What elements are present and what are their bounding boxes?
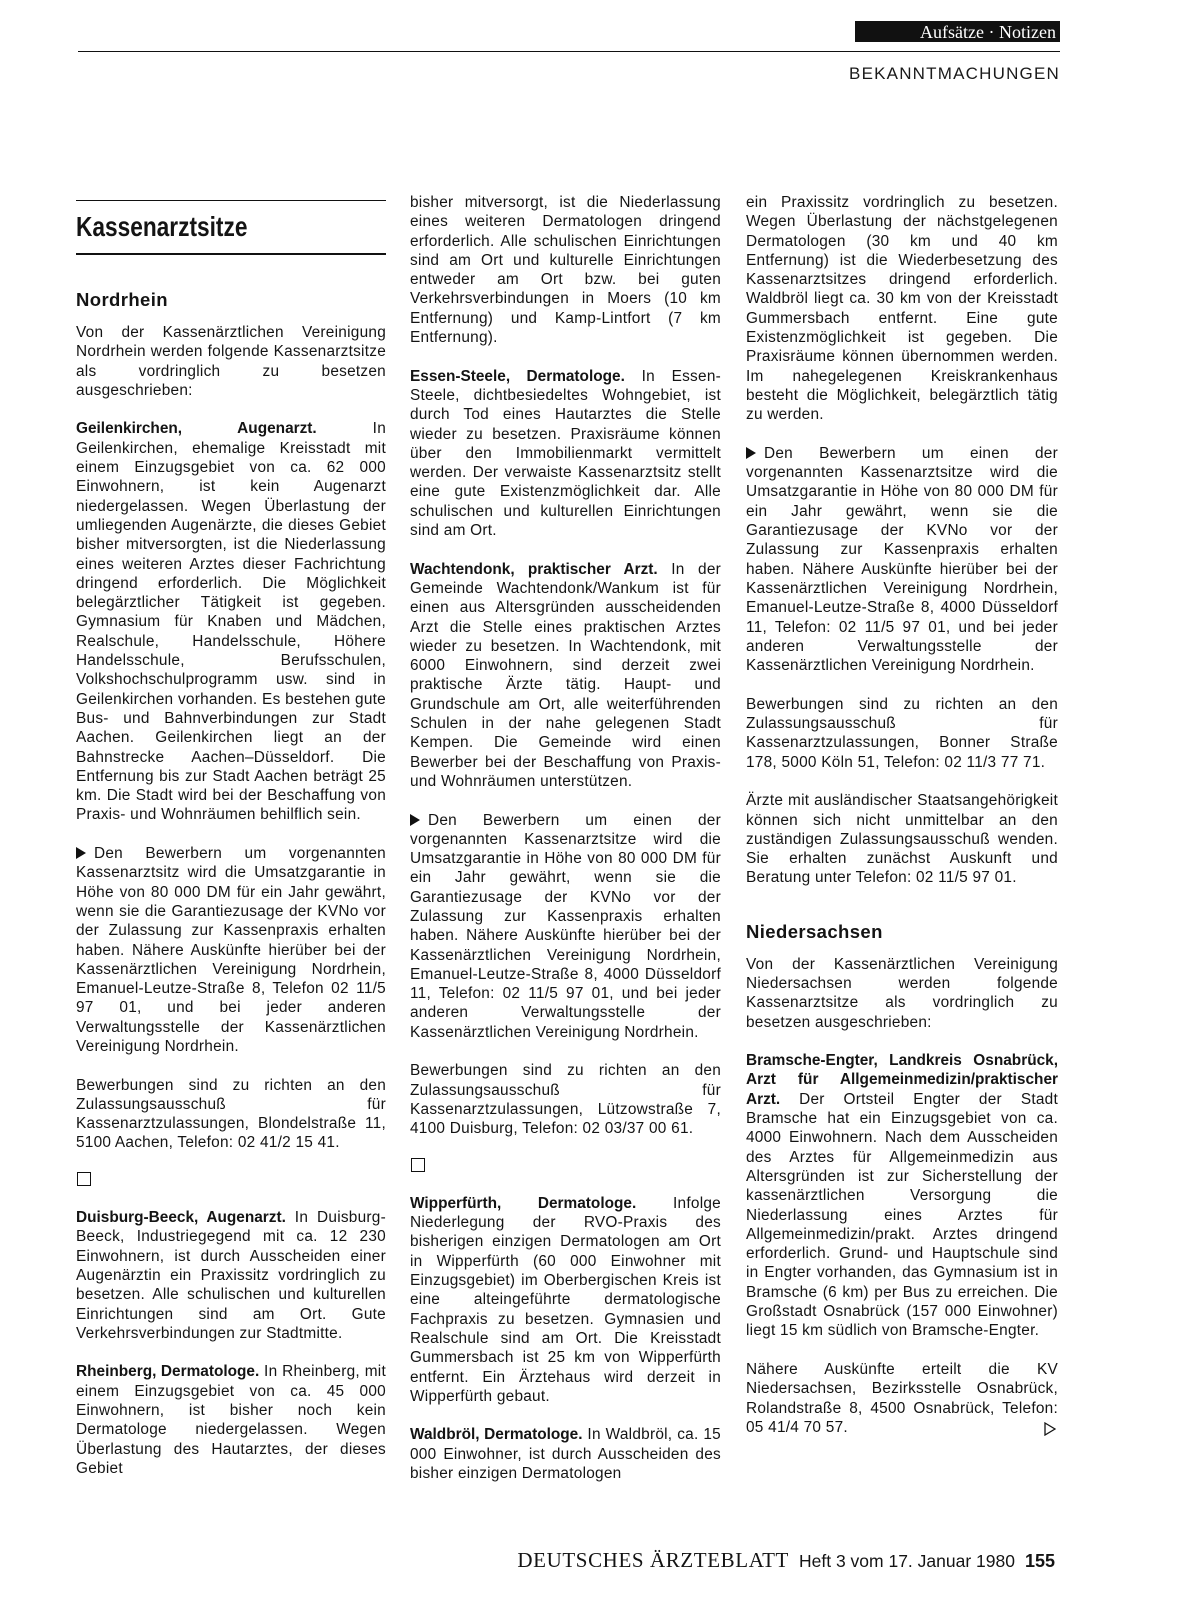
listing-lead: Bramsche-Engter, Landkreis Osnabrück, Arzt für Allgemeinmedizin/praktischer Arzt.	[746, 1052, 1058, 1108]
region-heading-nordrhein: Nordrhein	[76, 289, 168, 310]
guarantee-paragraph	[746, 444, 1058, 676]
title-rule-top	[76, 200, 386, 201]
article-title: Kassenarztsitze	[76, 211, 248, 242]
region-heading-niedersachsen: Niedersachsen	[746, 920, 883, 942]
paragraph-text: Den Bewerbern um einen der vorgenannten Kassenarztsitze wird die Umsatzgarantie in Höhe von 80 000 DM für ein Jahr gewährt, wenn sie die Garantiezusage der KVNo vor der Zulassung zur Kassenpraxis erhalten haben. Nähere Auskünfte hierüber bei der Kassenärztlichen Vereinigung Nordrhein, Emanuel-Leutze-Straße 8, 4000 Düsseldorf 11, Telefon: 02 11/5 97 01, und bei jeder anderen Verwaltungsstelle der Kassenärztlichen Vereinigung Nordrhein.	[746, 444, 1058, 675]
listing-lead: Wachtendonk, praktischer Arzt.	[410, 560, 658, 578]
listing-paragraph	[76, 1208, 386, 1343]
listing-lead: Geilenkirchen, Augenarzt.	[76, 420, 317, 438]
paragraph-text: In Essen-Steele, dichtbesiedeltes Wohngebiet, ist durch Tod eines Hautarztes die Stelle wieder zu besetzen. Praxisräume können über den Immobilienmarkt vermittelt werden. Der verwaiste Kassenarztsitz stellt eine gute Existenzmöglichkeit dar. Alle schulischen und kulturellen Einrichtungen sind am Ort.	[410, 367, 722, 540]
continued-triangle-icon	[1044, 1422, 1056, 1436]
arrow-icon	[746, 447, 756, 459]
paragraph	[746, 1360, 1058, 1437]
column-2	[410, 193, 721, 1503]
paragraph	[76, 323, 386, 400]
paragraph-text: Von der Kassenärztlichen Vereinigung Nordrhein werden folgende Kassenarztsitze als vordringlich zu besetzen ausgeschrieben:	[76, 324, 386, 399]
listing-lead: Rheinberg, Dermatologe.	[76, 1363, 260, 1381]
paragraph-text: Ärzte mit ausländischer Staatsangehörigkeit können sich nicht unmittelbar an den zuständigen Zulassungsausschuß wenden. Sie erhalten zunächst Auskunft und Beratung unter Telefon: 02 11/5 97 01.	[746, 792, 1058, 887]
page-number: 155	[1024, 1551, 1055, 1571]
paragraph	[746, 695, 1058, 772]
paragraph	[410, 1061, 721, 1138]
paragraph	[410, 193, 721, 347]
paragraph-text: Von der Kassenärztlichen Vereinigung Niedersachsen werden folgende Kassenarztsitze als vordringlich zu besetzen ausgeschrieben:	[746, 955, 1058, 1031]
paragraph-text: In Duisburg-Beeck, Industriegegend mit ca. 12 230 Einwohnern, ist durch Ausscheiden einer Augenärztin ein Praxissitz vordringlich zu besetzen. Alle schulischen und kulturellen Einrichtungen sind am Ort. Gute Verkehrsverbindungen zur Stadtmitte.	[76, 1209, 386, 1342]
guarantee-paragraph	[410, 811, 721, 1043]
paragraph-text: Den Bewerbern um einen der vorgenannten Kassenarztsitze wird die Umsatzgarantie in Höhe von 80 000 DM für ein Jahr gewährt, wenn sie die Garantiezusage der KVNo vor der Zulassung zur Kassenpraxis erhalten haben. Nähere Auskünfte hierüber bei der Kassenärztlichen Vereinigung Nordrhein, Emanuel-Leutze-Straße 8, 4000 Düsseldorf 11, Telefon: 02 11/5 97 01, und bei jeder anderen Verwaltungsstelle der Kassenärztlichen Vereinigung Nordrhein.	[410, 811, 721, 1041]
arrow-icon	[410, 814, 420, 826]
listing-paragraph	[76, 419, 386, 824]
listing-paragraph	[410, 1194, 721, 1406]
issue-info: Heft 3 vom 17. Januar 1980	[798, 1551, 1015, 1571]
paragraph-text: ein Praxissitz vordringlich zu besetzen. Wegen Überlastung der nächstgelegenen Dermatologen (30 km und 40 km Entfernung) ist die Wiederbesetzung des Kassenarztsitzes dringend erforderlich. Waldbröl liegt ca. 30 km von der Kreisstadt Gummersbach entfernt. Eine gute Existenzmöglichkeit ist gegeben. Die Praxisräume können übernommen werden. Im nahegelegenen Kreiskrankenhaus besteht die Möglichkeit, belegärztlich tätig zu werden.	[746, 194, 1058, 424]
column-1	[76, 200, 386, 1498]
section-end-square-icon	[411, 1158, 425, 1172]
paragraph-text: In Geilenkirchen, ehemalige Kreisstadt mit einem Einzugsgebiet von ca. 62 000 Einwohnern, ist kein Augenarzt niedergelassen. Wegen Überlastung der umliegenden Augenärzte, die dieses Gebiet bisher mitversorgten, ist die Niederlassung eines weiteren Arztes dieser Fachrichtung dringend erforderlich. Die Möglichkeit belegärztlicher Tätigkeit ist gegeben. Gymnasium für Knaben und Mädchen, Realschule, Handelsschule, Höhere Handelsschule, Berufsschulen, Volkshochschulprogramm usw. sind in Geilenkirchen vorhanden. Es bestehen gute Bus- und Bahnverbindungen zur Stadt Aachen. Geilenkirchen liegt an der Bahnstrecke Aachen–Düsseldorf. Die Entfernung bis zur Stadt Aachen beträgt 25 km. Die Stadt wird bei der Beschaffung von Praxis- und Wohnräumen behilflich sein.	[76, 420, 387, 824]
paragraph-text: Den Bewerbern um vorgenannten Kassenarztsitz wird die Umsatzgarantie in Höhe von 80 000 DM für ein Jahr gewährt, wenn sie die Garantiezusage der KVNo vor der Zulassung zur Kassenpraxis erhalten haben. Nähere Auskünfte hierüber bei der Kassenärztlichen Vereinigung Nordrhein, Emanuel-Leutze-Straße 8, Telefon 02 11/5 97 01, und bei jeder anderen Verwaltungsstelle der Kassenärztlichen Vereinigung Nordrhein.	[76, 845, 386, 1055]
guarantee-paragraph	[76, 844, 386, 1056]
listing-paragraph	[410, 560, 721, 792]
paragraph-text: bisher mitversorgt, ist die Niederlassung eines weiteren Dermatologen dringend erforderlich. Alle schulischen Einrichtungen sind am Ort und kulturelle Einrichtungen entweder am Ort bzw. bei guten Verkehrsverbindungen in Moers (10 km Entfernung) und Kamp-Lintfort (7 km Entfernung).	[410, 194, 721, 347]
paragraph-text: In der Gemeinde Wachtendonk/Wankum ist für einen aus Altersgründen ausscheidenden Arzt die Stelle eines praktischen Arztes wieder zu besetzen. In Wachtendonk, mit 6000 Einwohnern, sind derzeit zwei praktische Ärzte tätig. Haupt- und Grundschule am Ort, alle weiterführenden Schulen in der nahe gelegenen Stadt Kempen. Die Gemeinde wird einen Bewerber bei der Beschaffung von Praxis- und Wohnräumen unterstützen.	[410, 560, 722, 790]
listing-lead: Waldbröl, Dermatologe.	[410, 1426, 583, 1444]
paragraph-text: Der Ortsteil Engter der Stadt Bramsche hat ein Einzugsgebiet von ca. 4000 Einwohnern. Nach dem Ausscheiden des Arztes für Allgemeinmedizin aus Altersgründen ist zur Sicherstellung der kassenärztlichen Versorgung die Niederlassung eines Arztes für Allgemeinmedizin/prakt. Arztes dringend erforderlich. Grund- und Hauptschule sind in Engter vorhanden, das Gymnasium ist in Bramsche (6 km) per Bus zu erreichen. Die Großstadt Osnabrück (157 000 Einwohner) liegt 15 km südlich von Bramsche-Engter.	[746, 1090, 1059, 1340]
paragraph	[746, 193, 1058, 425]
paragraph-text: In Rheinberg, mit einem Einzugsgebiet von ca. 45 000 Einwohnern, ist bisher noch kein Dermatologe niedergelassen. Wegen Überlastung des Hautarztes, der dieses Gebiet	[76, 1363, 386, 1477]
paragraph	[746, 955, 1058, 1032]
column-3	[746, 193, 1058, 1456]
section-end-square-icon	[77, 1172, 91, 1186]
paragraph-text: Bewerbungen sind zu richten an den Zulassungsausschuß für Kassenarztzulassungen, Bonner Straße 178, 5000 Köln 51, Telefon: 02 11/3 77 71.	[746, 695, 1058, 771]
listing-paragraph	[410, 1425, 721, 1483]
title-rule-bottom	[76, 253, 386, 255]
listing-paragraph	[410, 367, 721, 541]
paragraph	[76, 1076, 386, 1153]
listing-lead: Duisburg-Beeck, Augenarzt.	[76, 1209, 286, 1227]
paragraph-text: Bewerbungen sind zu richten an den Zulassungsausschuß für Kassenarztzulassungen, Blondelstraße 11, 5100 Aachen, Telefon: 02 41/2 15 41.	[76, 1076, 386, 1152]
listing-paragraph	[76, 1362, 386, 1478]
section-tag: Aufsätze · Notizen	[855, 21, 1060, 42]
arrow-icon	[76, 847, 86, 859]
journal-name: DEUTSCHES ÄRZTEBLATT	[517, 1548, 789, 1572]
paragraph-text: In Waldbröl, ca. 15 000 Einwohner, ist durch Ausscheiden des bisher einzigen Dermatologen	[410, 1426, 721, 1482]
listing-lead: Wipperfürth, Dermatologe.	[410, 1194, 637, 1212]
listing-lead: Essen-Steele, Dermatologe.	[410, 367, 625, 385]
paragraph-text: Infolge Niederlegung der RVO-Praxis des bisherigen einzigen Dermatologen am Ort in Wipperfürth (60 000 Einwohner mit Einzugsgebiet) im Oberbergischen Kreis ist eine alteingeführte dermatologische Fachpraxis zu besetzen. Gymnasien und Realschule sind am Ort. Die Kreisstadt Gummersbach ist 25 km von Wipperfürth entfernt. Ein Ärztehaus wird derzeit in Wipperfürth gebaut.	[410, 1194, 721, 1405]
section-name: BEKANNTMACHUNGEN	[849, 64, 1060, 83]
page-footer	[517, 1546, 1055, 1577]
paragraph	[746, 791, 1058, 887]
paragraph-text: Bewerbungen sind zu richten an den Zulassungsausschuß für Kassenarztzulassungen, Lützowstraße 7, 4100 Duisburg, Telefon: 02 03/37 00 61.	[410, 1062, 721, 1138]
listing-paragraph	[746, 1051, 1058, 1340]
paragraph-text: Nähere Auskünfte erteilt die KV Niedersachsen, Bezirksstelle Osnabrück, Rolandstraße 8, 4500 Osnabrück, Telefon: 05 41/4 70 57.	[746, 1360, 1058, 1436]
header-rule	[78, 51, 1060, 52]
